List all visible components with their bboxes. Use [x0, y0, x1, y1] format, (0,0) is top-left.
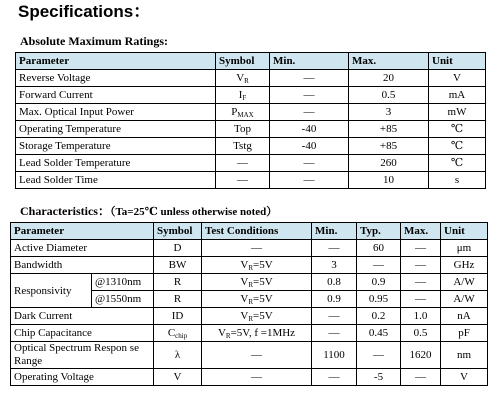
unit-cell: pF	[441, 325, 488, 342]
min-cell: —	[312, 369, 357, 386]
symbol-cell	[216, 155, 270, 172]
symbol-cell: BW	[154, 257, 202, 274]
min-cell: —	[270, 155, 349, 172]
characteristics-heading	[20, 204, 277, 219]
symbol-main: Tstg	[233, 140, 252, 152]
table-row	[16, 172, 486, 189]
condition-tail: =5V	[253, 310, 273, 322]
condition-sub: R	[225, 332, 231, 340]
min-cell: —	[312, 240, 357, 257]
typ-cell: 0.9	[357, 274, 401, 291]
header-parameter: Parameter	[16, 53, 216, 70]
condition-main: V	[240, 276, 249, 288]
param-cell: Dark Current	[11, 308, 154, 325]
param-cell: Bandwidth	[11, 257, 154, 274]
max-cell: +85	[349, 121, 429, 138]
min-cell: —	[312, 325, 357, 342]
param-cell: Operating Temperature	[16, 121, 216, 138]
condition-cell: —	[202, 342, 312, 369]
min-cell: 0.8	[312, 274, 357, 291]
row-operating-voltage	[11, 369, 488, 386]
condition-cell: —	[202, 240, 312, 257]
typ-cell: 0.2	[357, 308, 401, 325]
max-cell: 1.0	[401, 308, 441, 325]
max-cell: 260	[349, 155, 429, 172]
condition-cell	[202, 308, 312, 325]
min-cell: 3	[312, 257, 357, 274]
condition-tail: =5V	[253, 293, 273, 305]
symbol-main: V	[236, 72, 245, 84]
absolute-ratings-table	[15, 52, 486, 189]
max-cell: —	[401, 240, 441, 257]
symbol-cell	[216, 138, 270, 155]
unit-cell: nm	[441, 342, 488, 369]
max-cell: —	[401, 291, 441, 308]
max-cell: 20	[349, 70, 429, 87]
min-cell: 1100	[312, 342, 357, 369]
max-cell: —	[401, 369, 441, 386]
typ-cell: —	[357, 342, 401, 369]
unit-cell: A/W	[441, 274, 488, 291]
condition-sub: R	[248, 281, 253, 289]
condition-main: V	[240, 259, 249, 271]
condition-tail: =5V	[253, 259, 273, 271]
max-cell: 0.5	[401, 325, 441, 342]
param-cell: Chip Capacitance	[11, 325, 154, 342]
symbol-cell: ID	[154, 308, 202, 325]
unit-cell: V	[429, 70, 486, 87]
header-max: Max.	[349, 53, 429, 70]
param-cell: Lead Solder Time	[16, 172, 216, 189]
condition-cell: —	[202, 369, 312, 386]
table-header-row	[16, 53, 486, 70]
condition-cell	[202, 274, 312, 291]
min-cell: —	[312, 308, 357, 325]
condition-main: V	[240, 293, 249, 305]
symbol-main: C	[167, 327, 176, 339]
max-cell: +85	[349, 138, 429, 155]
unit-cell: ℃	[429, 138, 486, 155]
characteristics-condition: （Ta=25℃ unless otherwise noted）	[109, 206, 278, 218]
header-parameter: Parameter	[11, 223, 154, 240]
row-active-diameter	[11, 240, 488, 257]
typ-cell: -5	[357, 369, 401, 386]
condition-main: V	[217, 327, 226, 339]
characteristics-title: Characteristics：	[20, 204, 110, 218]
symbol-cell: R	[154, 274, 202, 291]
wavelength-cell: @1550nm	[92, 291, 154, 308]
row-responsivity-1310	[11, 274, 488, 291]
row-optical-range	[11, 342, 488, 369]
header-typ: Typ.	[357, 223, 401, 240]
symbol-cell	[216, 172, 270, 189]
symbol-cell	[216, 87, 270, 104]
row-bandwidth	[11, 257, 488, 274]
min-cell: 0.9	[312, 291, 357, 308]
condition-cell	[202, 257, 312, 274]
header-min: Min.	[270, 53, 349, 70]
symbol-sub: F	[242, 94, 247, 102]
symbol-main: —	[237, 157, 248, 169]
min-cell: —	[270, 172, 349, 189]
max-cell: 3	[349, 104, 429, 121]
typ-cell: 0.95	[357, 291, 401, 308]
typ-cell: —	[357, 257, 401, 274]
min-cell: -40	[270, 138, 349, 155]
param-cell: Max. Optical Input Power	[16, 104, 216, 121]
param-cell: Optical Spectrum Respon se Range	[11, 342, 154, 369]
table-row	[16, 155, 486, 172]
table-row	[16, 70, 486, 87]
typ-cell: 60	[357, 240, 401, 257]
absolute-ratings-heading: Absolute Maximum Ratings:	[20, 34, 169, 48]
table-row	[16, 138, 486, 155]
symbol-sub: chip	[175, 332, 188, 340]
symbol-cell: V	[154, 369, 202, 386]
unit-cell: GHz	[441, 257, 488, 274]
symbol-cell	[216, 70, 270, 87]
param-cell: Operating Voltage	[11, 369, 154, 386]
symbol-sub: MAX	[237, 111, 254, 119]
min-cell: -40	[270, 121, 349, 138]
table-row	[16, 121, 486, 138]
symbol-sub: R	[244, 77, 249, 85]
param-cell: Lead Solder Temperature	[16, 155, 216, 172]
min-cell: —	[270, 104, 349, 121]
unit-cell: A/W	[441, 291, 488, 308]
max-cell: 1620	[401, 342, 441, 369]
row-dark-current	[11, 308, 488, 325]
header-symbol: Symbol	[216, 53, 270, 70]
max-cell: —	[401, 274, 441, 291]
param-cell: Responsivity	[11, 274, 92, 308]
symbol-main: Top	[234, 123, 251, 135]
wavelength-cell: @1310nm	[92, 274, 154, 291]
max-cell: —	[401, 257, 441, 274]
unit-cell: μm	[441, 240, 488, 257]
table-header-row	[11, 223, 488, 240]
unit-cell: ℃	[429, 155, 486, 172]
symbol-cell: D	[154, 240, 202, 257]
param-cell: Reverse Voltage	[16, 70, 216, 87]
condition-sub: R	[248, 298, 253, 306]
characteristics-table	[10, 222, 488, 386]
table-row	[16, 87, 486, 104]
param-cell: Active Diameter	[11, 240, 154, 257]
condition-tail: =5V, f =1MHz	[230, 327, 296, 339]
header-max: Max.	[401, 223, 441, 240]
unit-cell: nA	[441, 308, 488, 325]
param-cell: Storage Temperature	[16, 138, 216, 155]
typ-cell: 0.45	[357, 325, 401, 342]
page-title: Specifications：	[18, 2, 151, 21]
symbol-main: —	[237, 174, 248, 186]
unit-cell: ℃	[429, 121, 486, 138]
max-cell: 10	[349, 172, 429, 189]
condition-sub: R	[248, 264, 253, 272]
min-cell: —	[270, 87, 349, 104]
header-unit: Unit	[441, 223, 488, 240]
condition-main: V	[240, 310, 249, 322]
symbol-cell: R	[154, 291, 202, 308]
unit-cell: s	[429, 172, 486, 189]
symbol-main: I	[238, 89, 243, 101]
header-min: Min.	[312, 223, 357, 240]
condition-sub: R	[248, 315, 253, 323]
symbol-main: P	[231, 106, 238, 118]
symbol-cell	[216, 104, 270, 121]
condition-tail: =5V	[253, 276, 273, 288]
unit-cell: mA	[429, 87, 486, 104]
condition-cell	[202, 291, 312, 308]
row-chip-capacitance	[11, 325, 488, 342]
table-row	[16, 104, 486, 121]
symbol-cell	[154, 325, 202, 342]
symbol-cell	[216, 121, 270, 138]
header-symbol: Symbol	[154, 223, 202, 240]
max-cell: 0.5	[349, 87, 429, 104]
condition-cell	[202, 325, 312, 342]
param-cell: Forward Current	[16, 87, 216, 104]
symbol-cell: λ	[154, 342, 202, 369]
min-cell: —	[270, 70, 349, 87]
header-unit: Unit	[429, 53, 486, 70]
unit-cell: mW	[429, 104, 486, 121]
unit-cell: V	[441, 369, 488, 386]
header-test-conditions: Test Conditions	[202, 223, 312, 240]
